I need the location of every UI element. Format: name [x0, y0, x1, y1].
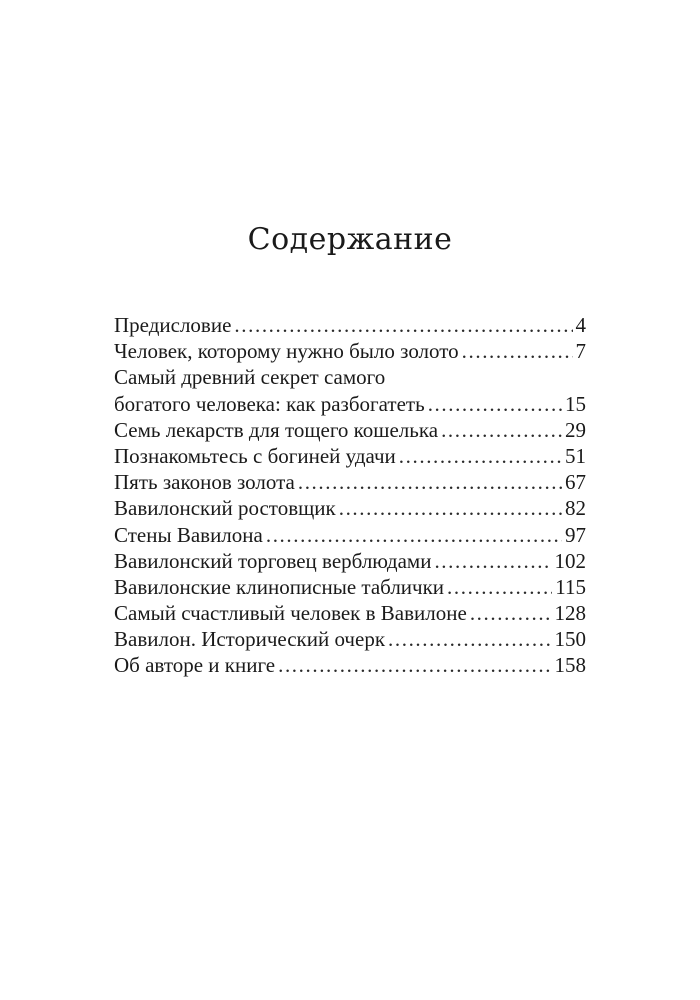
toc-entry-label: Человек, которому нужно было золото: [114, 339, 459, 364]
toc-entry: [114, 574, 586, 600]
toc-entry-label: Об авторе и книге: [114, 653, 276, 678]
dot-leader: [388, 626, 551, 652]
toc-entry-page: 4: [575, 313, 586, 337]
toc-entry-label: Познакомьтесь с богиней удачи: [114, 443, 396, 468]
toc-entry-page: 7: [575, 339, 586, 364]
toc-entry-page: 67: [565, 470, 586, 495]
toc-entry: [114, 417, 586, 443]
dot-leader: [266, 522, 562, 548]
dot-leader: [278, 652, 551, 678]
toc-entry-page: 128: [554, 601, 586, 626]
toc-entry-label: Вавилон. Исторический очерк: [114, 627, 386, 652]
dot-leader: [399, 443, 562, 469]
toc-entry: [114, 626, 586, 652]
toc-entry-page: 115: [555, 574, 586, 599]
toc-entry: [114, 443, 586, 469]
toc-entry-page: 97: [565, 522, 586, 547]
toc-entry: [114, 652, 586, 678]
toc-entry-page: 51: [565, 443, 586, 468]
toc-entry: [114, 391, 586, 417]
dot-leader: [428, 391, 562, 417]
dot-leader: [339, 495, 562, 521]
toc-entry-page: 29: [565, 417, 586, 442]
toc-entry-page: 150: [554, 627, 586, 652]
toc-entry-label: Вавилонские клинописные таблички: [114, 574, 445, 599]
toc-entry: [114, 548, 586, 574]
toc-entry: [114, 469, 586, 495]
page-title: Содержание: [247, 222, 453, 257]
dot-leader: [234, 312, 572, 338]
dot-leader: [441, 417, 562, 443]
toc-entry-label: Вавилонский ростовщик: [114, 496, 336, 521]
dot-leader: [298, 469, 562, 495]
toc-entry: [114, 495, 586, 521]
dot-leader: [434, 548, 551, 574]
toc-entry-label: Пять законов золота: [114, 470, 295, 495]
toc-entry-label: Вавилонский торговец верблюдами: [114, 548, 432, 573]
toc-entry-label: Самый счастливый человек в Вавилоне: [114, 601, 467, 626]
dot-leader: [462, 338, 573, 364]
toc-entry: [114, 522, 586, 548]
toc-entry-label: Предисловие: [114, 313, 232, 337]
toc-entry: [114, 338, 586, 364]
table-of-contents: [114, 312, 586, 679]
toc-entry-label: Стены Вавилона: [114, 522, 263, 547]
dot-leader: [447, 574, 552, 600]
toc-entry-page: 158: [554, 653, 586, 678]
dot-leader: [470, 600, 552, 626]
toc-entry-first-line: [114, 364, 586, 390]
toc-entry-label: богатого человека: как разбогатеть: [114, 391, 425, 416]
toc-entry-label: Самый древний секрет самого: [114, 365, 386, 390]
toc-entry-page: 82: [565, 496, 586, 521]
toc-entry-label: Семь лекарств для тощего кошелька: [114, 417, 439, 442]
toc-entry: [114, 312, 586, 338]
toc-entry: [114, 600, 586, 626]
toc-entry-page: 102: [554, 548, 586, 573]
toc-entry-page: 15: [565, 391, 586, 416]
